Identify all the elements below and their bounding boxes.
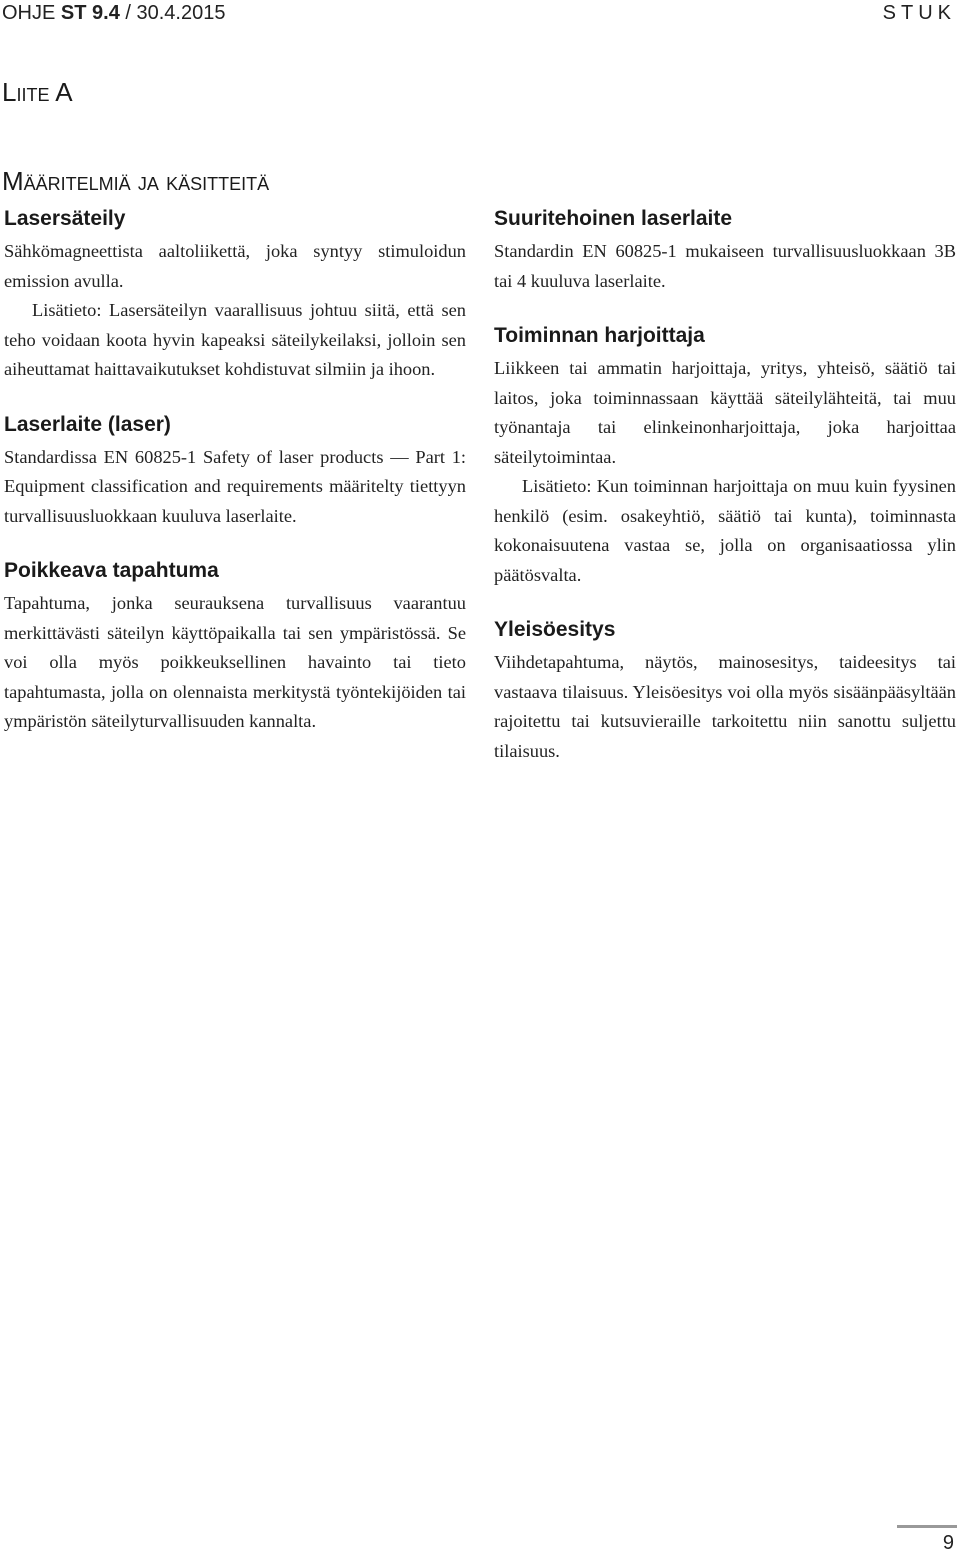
definition-text: Viihdetapahtuma, näytös, mainosesitys, taideesitys tai vastaava tilaisuus. Yleisöesitys voi olla myös sisäänpääsyltään rajoitettu tai kutsuvieraille tarkoitettu niin sanottu suljettu tilaisuus. <box>494 652 956 761</box>
definition-term: Suuritehoinen laserlaite <box>494 207 733 230</box>
definition-entry <box>4 557 466 737</box>
definition-text: Standardin EN 60825-1 mukaiseen turvallisuusluokkaan 3B tai 4 kuuluva laserlaite. <box>494 241 956 291</box>
definition-term: Poikkeava tapahtuma <box>4 559 219 582</box>
definition-entry <box>4 205 466 385</box>
definition-entry <box>4 411 466 532</box>
doc-separator: / <box>119 2 137 24</box>
left-column <box>4 205 466 763</box>
section-title: Määritelmiä ja käsitteitä <box>2 165 270 196</box>
definition-entry <box>494 322 956 590</box>
definition-term: Toiminnan harjoittaja <box>494 324 705 347</box>
definition-term: Lasersäteily <box>4 207 126 230</box>
definition-text: Liikkeen tai ammatin harjoittaja, yritys, yhteisö, säätiö tai laitos, joka toiminnassaan käyttää säteilylähteitä, tai muu työnantaja tai elinkeinonharjoittaja, joka harjoittaa säteilytoimintaa. <box>494 358 956 467</box>
definition-note: Lisätieto: Kun toiminnan harjoittaja on muu kuin fyysinen henkilö (esim. osakeyhtiö, säätiö tai kunta), toiminnasta kokonaisuutena vastaa se, jolla on organisaatiossa ylin päätösvalta. <box>494 476 956 585</box>
definition-text: Sähkömagneettista aaltoliikettä, joka syntyy stimuloidun emission avulla. <box>4 241 466 291</box>
doc-label: OHJE <box>2 2 56 24</box>
definition-entry <box>494 616 956 766</box>
definition-term: Laserlaite (laser) <box>4 412 171 436</box>
doc-code: ST 9.4 <box>60 2 120 24</box>
definition-term: Yleisöesitys <box>494 618 616 641</box>
definition-text: Tapahtuma, jonka seurauksena turvallisuus vaarantuu merkittävästi säteilyn käyttöpaikalla tai sen ympäristössä. Se voi olla myös poikkeuksellinen havainto tai tieto tapahtumasta, jolla on olennaista merkitystä työntekijöiden tai ympäristön säteilyturvallisuuden kannalta. <box>4 593 466 731</box>
doc-date: 30.4.2015 <box>136 2 226 24</box>
footer-rule <box>897 1525 957 1528</box>
appendix-title: Liite A <box>2 77 73 108</box>
page-number: 9 <box>942 1532 954 1554</box>
document-reference <box>2 2 225 25</box>
definition-note: Lisätieto: Lasersäteilyn vaarallisuus johtuu siitä, että sen teho voidaan koota hyvin kapeaksi säteilykeilaksi, jolloin sen aiheuttamat haittavaikutukset kohdistuvat silmiin ja ihoon. <box>4 300 466 379</box>
organization-name: STUK <box>882 2 956 24</box>
right-column <box>494 205 956 792</box>
definition-text: Standardissa EN 60825-1 Safety of laser products — Part 1: Equipment classification and requirements määritelty tiettyyn turvallisuusluokkaan kuuluva laserlaite. <box>4 446 466 526</box>
definition-entry <box>494 205 956 296</box>
page-header <box>0 0 960 28</box>
